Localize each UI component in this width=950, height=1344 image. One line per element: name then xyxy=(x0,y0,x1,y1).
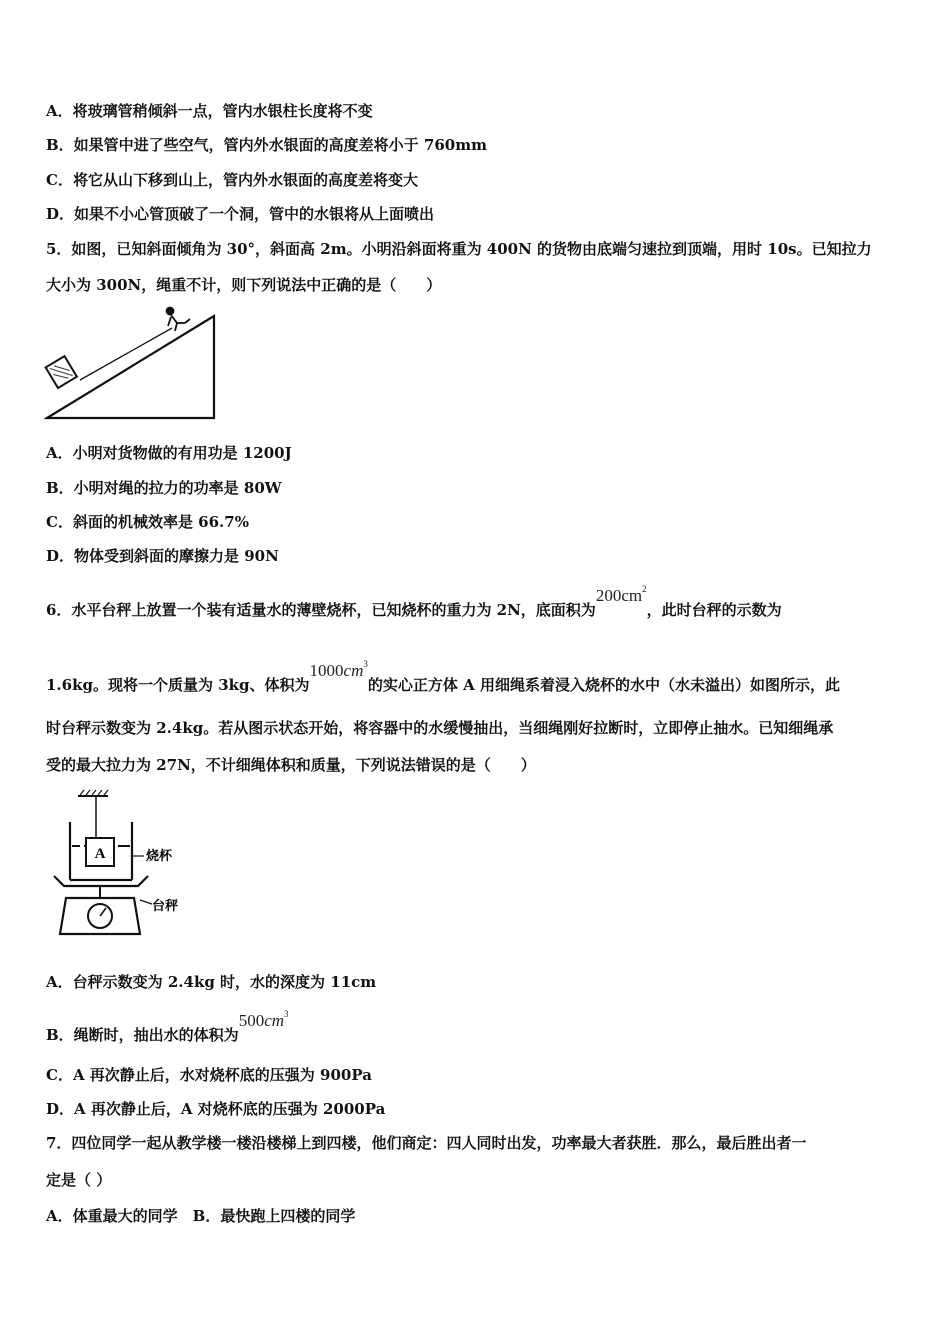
volume-expression: $1000cm^3$ xyxy=(309,659,368,680)
q6-stem-line4: 受的最大拉力为 27N，不计细绳体积和质量，下列说法错误的是（ ） xyxy=(46,756,536,774)
incline-figure xyxy=(44,306,220,426)
rope xyxy=(80,328,172,380)
area-expression: $200cm^2$ xyxy=(595,584,647,605)
q6-line1-after: ，此时台秤的示数为 xyxy=(646,601,782,619)
q6-line2-before: 1.6kg。现将一个质量为 3kg、体积为 xyxy=(46,676,310,694)
b-volume-expression: $500cm^3$ xyxy=(238,1009,289,1030)
q6-stem-line2 xyxy=(46,659,840,695)
block-a-label: A xyxy=(94,846,106,862)
q6-option-a: A．台秤示数变为 2.4kg 时，水的深度为 11cm xyxy=(46,973,377,991)
q5-option-a: A．小明对货物做的有用功是 1200J xyxy=(46,444,292,462)
q6-stem-line1 xyxy=(46,584,782,620)
q4-option-a: A．将玻璃管稍倾斜一点，管内水银柱长度将不变 xyxy=(46,102,373,120)
beaker-label: 烧杯 xyxy=(146,849,173,864)
q6-option-b-text: B．绳断时，抽出水的体积为 xyxy=(46,1026,239,1044)
q4-option-b: B．如果管中进了些空气，管内外水银面的高度差将小于 760mm xyxy=(46,136,487,154)
q5-stem-line2: 大小为 300N，绳重不计，则下列说法中正确的是（ ） xyxy=(46,276,442,294)
scale-beaker-figure xyxy=(48,786,198,944)
q6-option-b xyxy=(46,1009,289,1045)
q5-option-c: C．斜面的机械效率是 66.7% xyxy=(46,513,249,531)
q6-line2-after: 的实心正方体 A 用细绳系着浸入烧杯的水中（水未溢出）如图所示，此 xyxy=(367,676,840,694)
scale-leader xyxy=(140,900,152,904)
q5-stem-line1: 5．如图，已知斜面倾角为 30°，斜面高 2m。小明沿斜面将重为 400N 的货物由底端匀速拉到顶端，用时 10s。已知拉力 xyxy=(46,240,872,258)
q6-stem-line3: 时台秤示数变为 2.4kg。若从图示状态开始，将容器中的水缓慢抽出，当细绳刚好拉断时，立即停止抽水。已知细绳承 xyxy=(46,719,834,737)
scale-label: 台秤 xyxy=(152,899,179,914)
q7-stem-line2: 定是（ ） xyxy=(46,1171,112,1189)
q6-option-d: D．A 再次静止后，A 对烧杯底的压强为 2000Pa xyxy=(46,1100,386,1118)
q6-line1-before: 6．水平台秤上放置一个装有适量水的薄壁烧杯，已知烧杯的重力为 2N，底面积为 xyxy=(46,601,596,619)
person-icon xyxy=(167,308,191,332)
q4-option-d: D．如果不小心管顶破了一个洞，管中的水银将从上面喷出 xyxy=(46,205,435,223)
q4-option-c: C．将它从山下移到山上，管内外水银面的高度差将变大 xyxy=(46,171,418,189)
q7-options-ab: A．体重最大的同学 B．最快跑上四楼的同学 xyxy=(46,1207,356,1225)
crate-icon xyxy=(46,356,77,388)
q6-option-c: C．A 再次静止后，水对烧杯底的压强为 900Pa xyxy=(46,1066,372,1084)
q5-option-b: B．小明对绳的拉力的功率是 80W xyxy=(46,479,282,497)
q7-stem-line1: 7．四位同学一起从教学楼一楼沿楼梯上到四楼，他们商定：四人同时出发，功率最大者获胜．那么，最后胜出者一 xyxy=(46,1134,807,1152)
q5-option-d: D．物体受到斜面的摩擦力是 90N xyxy=(46,547,279,565)
